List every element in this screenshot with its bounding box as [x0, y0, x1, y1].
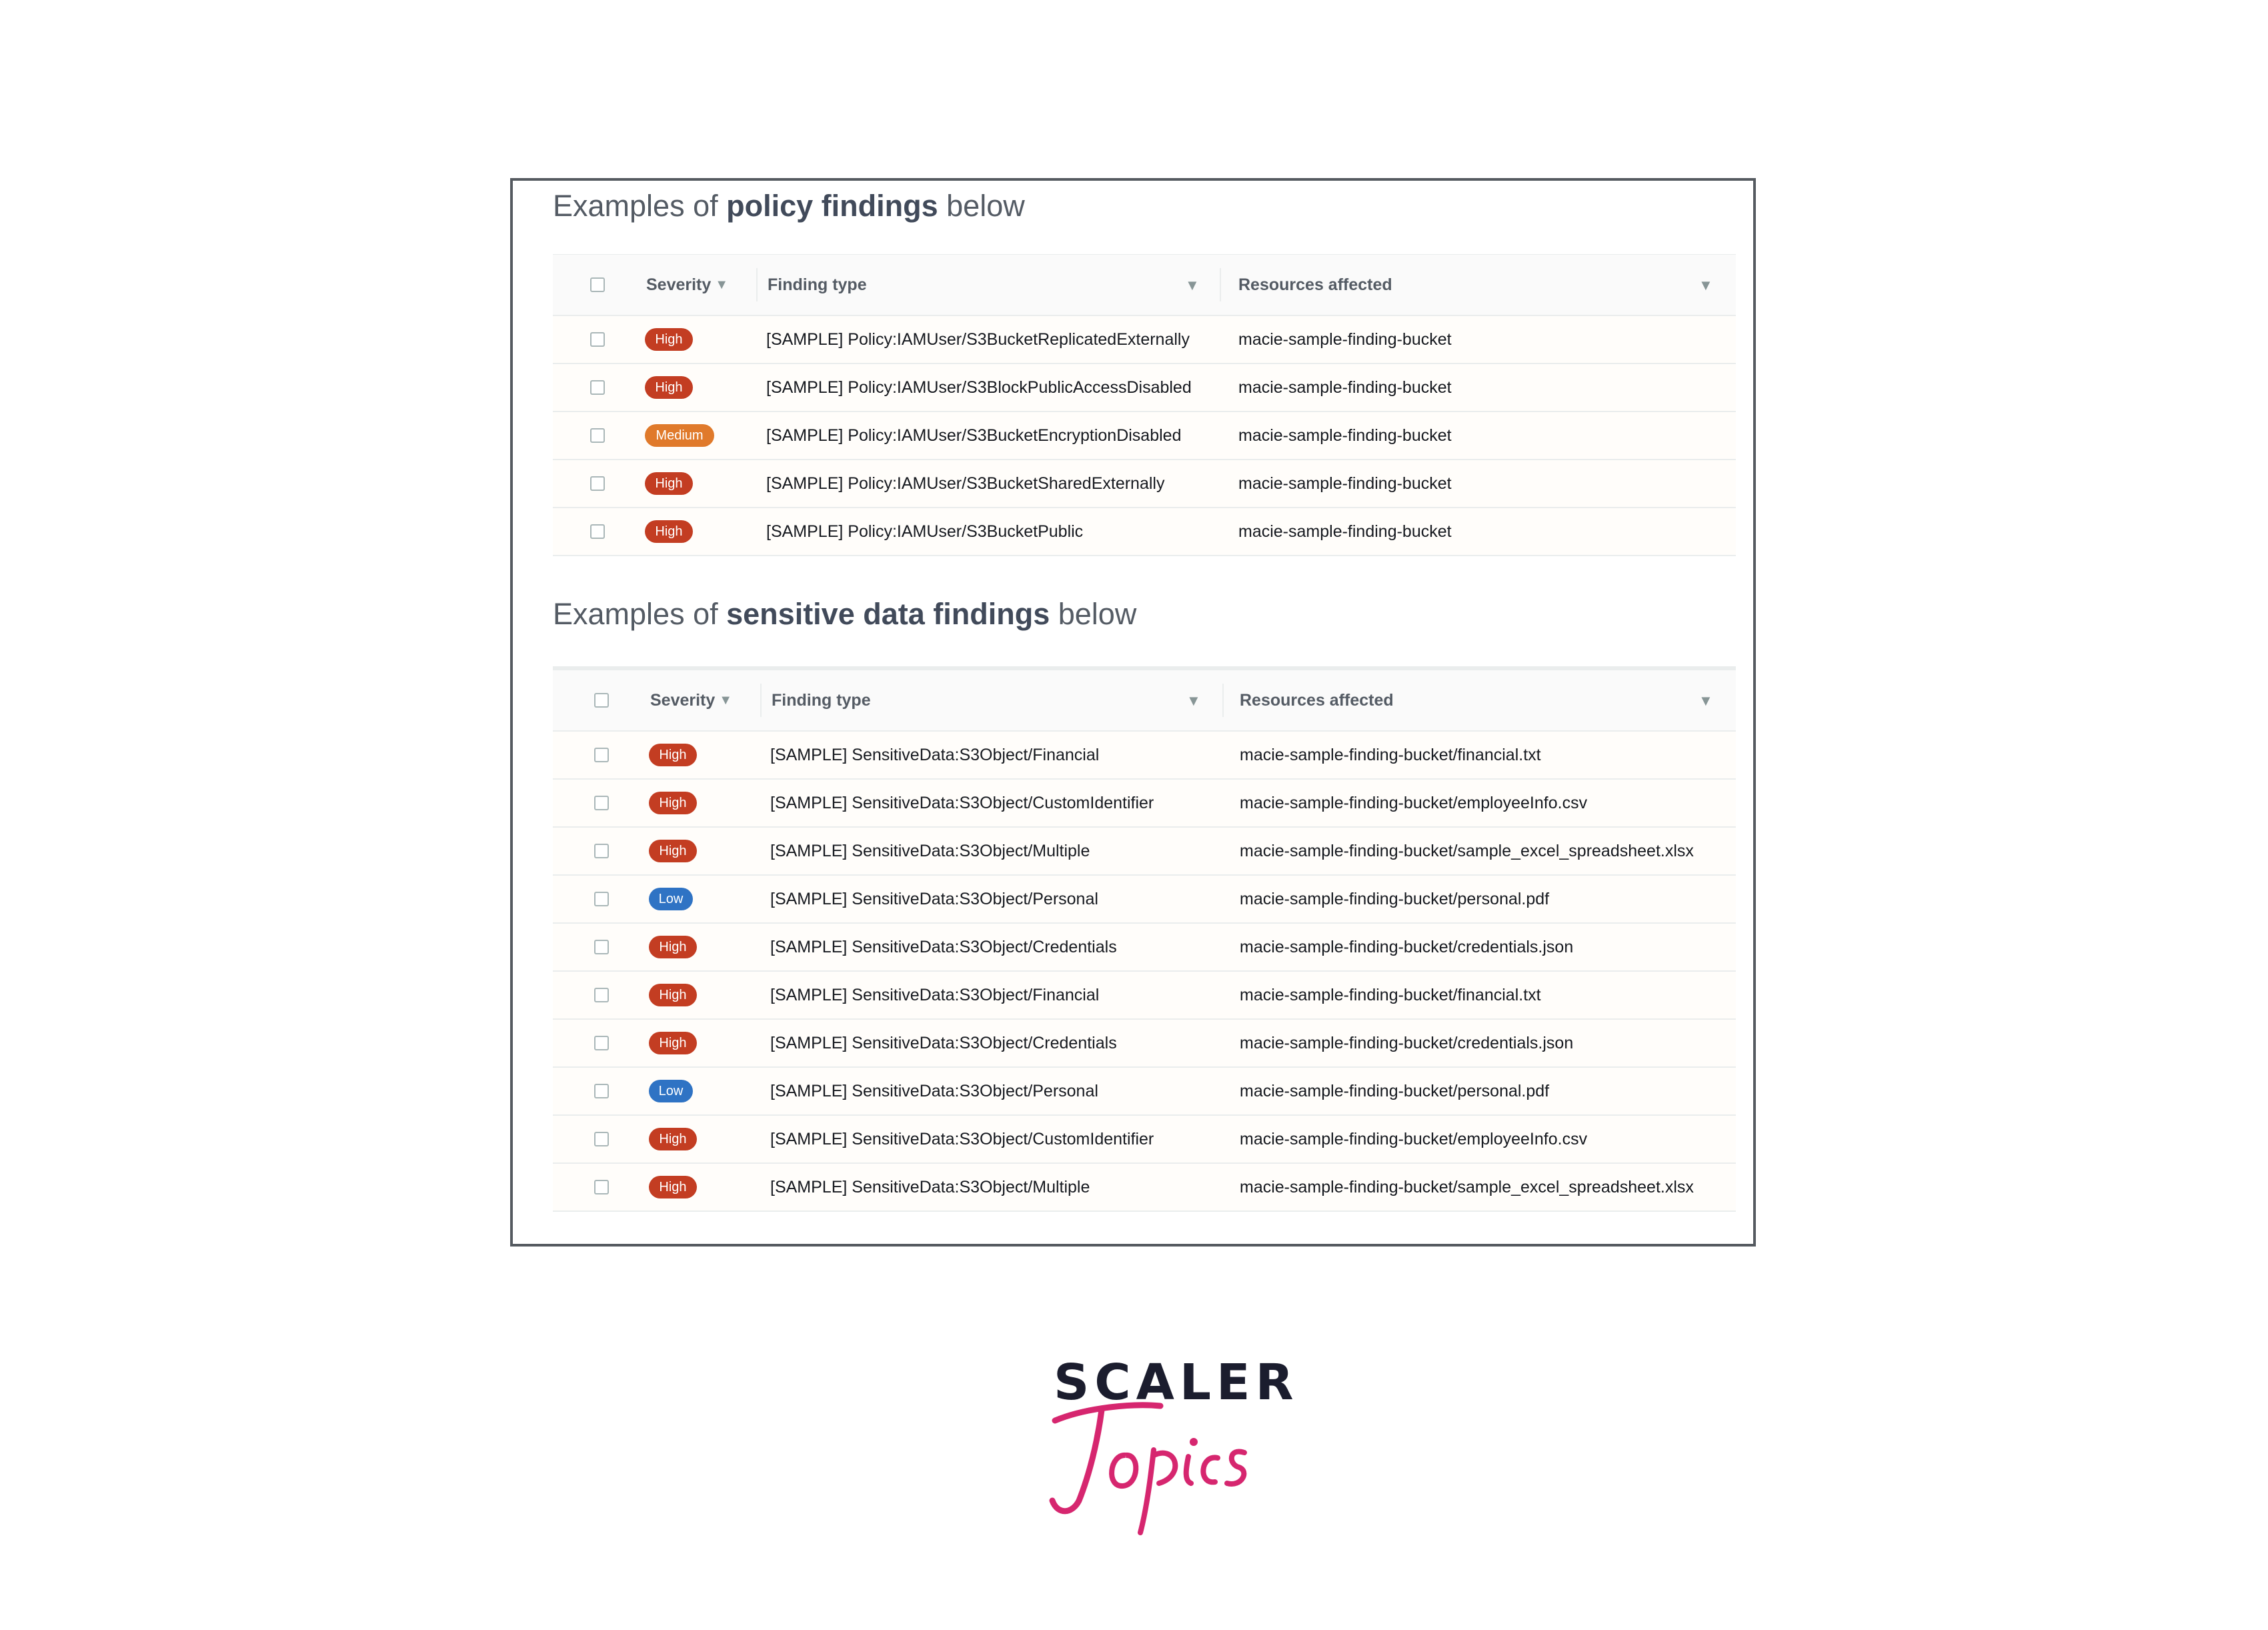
finding-type-cell[interactable]: [SAMPLE] SensitiveData:S3Object/Multiple [770, 1177, 1090, 1196]
row-checkbox[interactable] [594, 1084, 609, 1098]
row-checkbox[interactable] [594, 892, 609, 906]
select-all-checkbox[interactable] [594, 693, 609, 708]
finding-type-cell[interactable]: [SAMPLE] SensitiveData:S3Object/Credentials [770, 1033, 1117, 1052]
finding-type-cell[interactable]: [SAMPLE] SensitiveData:S3Object/Personal [770, 1081, 1098, 1100]
severity-badge: High [645, 376, 693, 399]
resource-cell[interactable]: macie-sample-finding-bucket/employeeInfo.csv [1240, 1129, 1588, 1148]
table-header [553, 666, 1736, 732]
severity-badge: High [649, 1128, 697, 1150]
severity-badge: Low [649, 888, 693, 910]
severity-badge: High [645, 328, 693, 351]
sort-caret-icon[interactable]: ▼ [715, 277, 729, 292]
resources-column-header[interactable]: Resources affected [1240, 690, 1394, 710]
finding-type-column-header[interactable]: Finding type [772, 690, 871, 710]
finding-type-cell[interactable]: [SAMPLE] Policy:IAMUser/S3BucketReplicatedExternally [766, 329, 1190, 349]
filter-caret-icon[interactable]: ▼ [1185, 277, 1200, 293]
finding-type-cell[interactable]: [SAMPLE] Policy:IAMUser/S3BucketSharedExternally [766, 474, 1165, 493]
table-row[interactable] [553, 1020, 1736, 1068]
sensitive-table-body [553, 732, 1736, 1212]
policy-table-body [553, 316, 1736, 556]
logo-wordmark-script [1040, 1401, 1254, 1541]
sensitive-section-title: Examples of sensitive data findings below [553, 597, 1137, 631]
severity-badge: High [649, 984, 697, 1006]
table-row[interactable] [553, 364, 1736, 412]
finding-type-cell[interactable]: [SAMPLE] Policy:IAMUser/S3BlockPublicAccessDisabled [766, 377, 1192, 397]
severity-badge: High [649, 1176, 697, 1198]
severity-badge: High [649, 1032, 697, 1054]
table-row[interactable] [553, 460, 1736, 508]
row-checkbox[interactable] [590, 332, 605, 347]
policy-findings-table [553, 254, 1736, 556]
resource-cell[interactable]: macie-sample-finding-bucket/personal.pdf [1240, 889, 1550, 908]
finding-type-cell[interactable]: [SAMPLE] SensitiveData:S3Object/CustomIdentifier [770, 1129, 1154, 1148]
table-row[interactable] [553, 876, 1736, 924]
severity-column-header[interactable]: Severity ▼ [650, 690, 733, 710]
scaler-topics-logo [1040, 1354, 1299, 1534]
severity-badge: High [649, 744, 697, 766]
severity-badge: High [649, 792, 697, 814]
finding-type-cell[interactable]: [SAMPLE] SensitiveData:S3Object/Personal [770, 889, 1098, 908]
select-all-checkbox[interactable] [590, 277, 605, 292]
sort-caret-icon[interactable]: ▼ [719, 692, 733, 708]
resource-cell[interactable]: macie-sample-finding-bucket [1238, 522, 1452, 541]
table-row[interactable] [553, 316, 1736, 364]
severity-badge: Low [649, 1080, 693, 1102]
finding-type-cell[interactable]: [SAMPLE] SensitiveData:S3Object/Credentials [770, 937, 1117, 956]
filter-caret-icon[interactable]: ▼ [1186, 692, 1201, 709]
severity-column-header[interactable]: Severity ▼ [646, 275, 729, 294]
row-checkbox[interactable] [594, 796, 609, 810]
table-row[interactable] [553, 412, 1736, 460]
column-divider [756, 268, 758, 301]
table-row[interactable] [553, 924, 1736, 972]
resources-column-header[interactable]: Resources affected [1238, 275, 1392, 294]
table-row[interactable] [553, 828, 1736, 876]
row-checkbox[interactable] [590, 476, 605, 491]
row-checkbox[interactable] [590, 428, 605, 443]
table-row[interactable] [553, 972, 1736, 1020]
row-checkbox[interactable] [594, 1036, 609, 1050]
column-divider [760, 684, 762, 717]
severity-badge: High [645, 472, 693, 495]
resource-cell[interactable]: macie-sample-finding-bucket/financial.txt [1240, 745, 1541, 764]
sensitive-findings-table [553, 666, 1736, 1212]
row-checkbox[interactable] [594, 748, 609, 762]
table-row[interactable] [553, 1116, 1736, 1164]
resource-cell[interactable]: macie-sample-finding-bucket/sample_excel_spreadsheet.xlsx [1240, 1177, 1694, 1196]
finding-type-cell[interactable]: [SAMPLE] Policy:IAMUser/S3BucketEncryptionDisabled [766, 426, 1182, 445]
row-checkbox[interactable] [594, 940, 609, 954]
resource-cell[interactable]: macie-sample-finding-bucket/financial.txt [1240, 985, 1541, 1004]
resource-cell[interactable]: macie-sample-finding-bucket/credentials.json [1240, 1033, 1574, 1052]
table-row[interactable] [553, 1164, 1736, 1212]
column-divider [1222, 684, 1224, 717]
resource-cell[interactable]: macie-sample-finding-bucket/sample_excel_spreadsheet.xlsx [1240, 841, 1694, 860]
finding-type-cell[interactable]: [SAMPLE] SensitiveData:S3Object/CustomIdentifier [770, 793, 1154, 812]
resource-cell[interactable]: macie-sample-finding-bucket [1238, 329, 1452, 349]
finding-type-column-header[interactable]: Finding type [768, 275, 867, 294]
row-checkbox[interactable] [590, 380, 605, 395]
severity-badge: High [645, 520, 693, 543]
policy-section-title: Examples of policy findings below [553, 189, 1025, 223]
resource-cell[interactable]: macie-sample-finding-bucket/personal.pdf [1240, 1081, 1550, 1100]
finding-type-cell[interactable]: [SAMPLE] SensitiveData:S3Object/Financial [770, 985, 1100, 1004]
screenshot-frame [510, 178, 1756, 1247]
resource-cell[interactable]: macie-sample-finding-bucket [1238, 426, 1452, 445]
severity-badge: High [649, 936, 697, 958]
filter-caret-icon[interactable]: ▼ [1698, 277, 1713, 293]
filter-caret-icon[interactable]: ▼ [1698, 692, 1713, 709]
table-row[interactable] [553, 1068, 1736, 1116]
row-checkbox[interactable] [594, 1132, 609, 1146]
severity-badge: High [649, 840, 697, 862]
row-checkbox[interactable] [594, 988, 609, 1002]
finding-type-cell[interactable]: [SAMPLE] Policy:IAMUser/S3BucketPublic [766, 522, 1084, 541]
row-checkbox[interactable] [594, 844, 609, 858]
severity-badge: Medium [645, 424, 714, 447]
table-row[interactable] [553, 508, 1736, 556]
row-checkbox[interactable] [594, 1180, 609, 1194]
resource-cell[interactable]: macie-sample-finding-bucket [1238, 377, 1452, 397]
resource-cell[interactable]: macie-sample-finding-bucket/employeeInfo.csv [1240, 793, 1588, 812]
resource-cell[interactable]: macie-sample-finding-bucket/credentials.json [1240, 937, 1574, 956]
finding-type-cell[interactable]: [SAMPLE] SensitiveData:S3Object/Multiple [770, 841, 1090, 860]
table-row[interactable] [553, 780, 1736, 828]
column-divider [1220, 268, 1221, 301]
resource-cell[interactable]: macie-sample-finding-bucket [1238, 474, 1452, 493]
row-checkbox[interactable] [590, 524, 605, 539]
finding-type-cell[interactable]: [SAMPLE] SensitiveData:S3Object/Financial [770, 745, 1100, 764]
table-row[interactable] [553, 732, 1736, 780]
table-header [553, 254, 1736, 316]
logo-wordmark-top: SCALER [1054, 1354, 1299, 1411]
